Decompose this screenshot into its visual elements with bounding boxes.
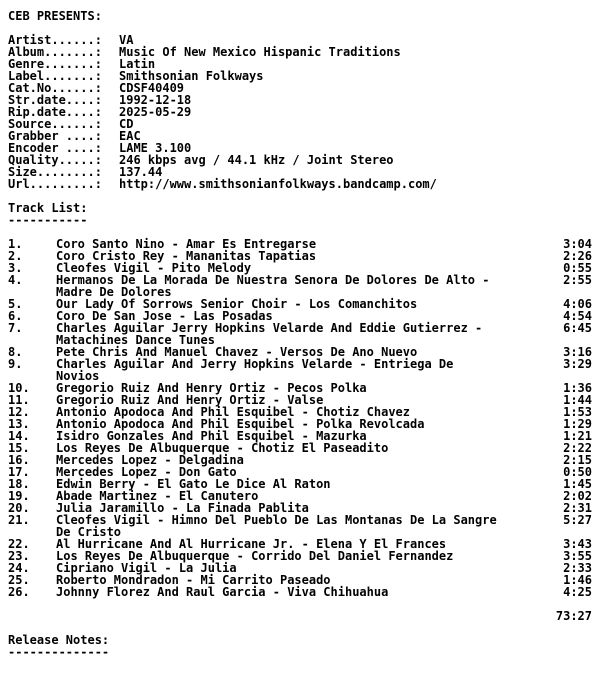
info-key: Cat.No......: bbox=[8, 81, 102, 95]
track-title: Hermanos De La Morada De Nuestra Senora De Dolores De Alto - Madre De Dolores bbox=[56, 273, 490, 299]
track-title: Abade Martinez - El Canutero bbox=[56, 489, 259, 503]
track-duration: 2:33 bbox=[563, 561, 592, 575]
track-title: Antonio Apodoca And Phil Esquibel - Chotiz Chavez bbox=[56, 405, 411, 419]
track-row bbox=[8, 322, 592, 346]
track-number: 23. bbox=[8, 549, 30, 563]
track-number: 16. bbox=[8, 453, 30, 467]
track-duration: 2:15 bbox=[563, 453, 592, 467]
release-notes-heading: Release Notes: bbox=[8, 633, 110, 647]
track-title: Coro Cristo Rey - Mananitas Tapatias bbox=[56, 249, 317, 263]
track-duration: 1:21 bbox=[563, 429, 592, 443]
track-duration: 4:25 bbox=[563, 585, 592, 599]
track-duration: 3:04 bbox=[563, 237, 592, 251]
track-number: 5. bbox=[8, 297, 23, 311]
info-value: CD bbox=[119, 117, 134, 131]
track-title: Los Reyes De Albuquerque - Corrido Del Daniel Fernandez bbox=[56, 549, 454, 563]
track-number: 13. bbox=[8, 417, 30, 431]
info-value: LAME 3.100 bbox=[119, 141, 192, 155]
track-title: Coro De San Jose - Las Posadas bbox=[56, 309, 273, 323]
track-title: Mercedes Lopez - Don Gato bbox=[56, 465, 237, 479]
info-value: CDSF40409 bbox=[119, 81, 185, 95]
track-duration: 0:55 bbox=[563, 261, 592, 275]
track-title: Julia Jaramillo - La Finada Pablita bbox=[56, 501, 309, 515]
info-value: 1992-12-18 bbox=[119, 93, 192, 107]
track-title: Johnny Florez And Raul Garcia - Viva Chihuahua bbox=[56, 585, 389, 599]
info-value: VA bbox=[119, 33, 134, 47]
track-duration: 3:29 bbox=[563, 357, 592, 371]
info-value: 137.44 bbox=[119, 165, 163, 179]
release-info bbox=[8, 34, 600, 190]
info-key: Str.date....: bbox=[8, 93, 102, 107]
track-number: 19. bbox=[8, 489, 30, 503]
info-row bbox=[8, 178, 600, 190]
info-key: Rip.date....: bbox=[8, 105, 102, 119]
track-number: 20. bbox=[8, 501, 30, 515]
track-title: Cleofes Vigil - Himno Del Pueblo De Las Montanas De La Sangre De Cristo bbox=[56, 513, 497, 539]
track-title: Cleofes Vigil - Pito Melody bbox=[56, 261, 252, 275]
track-number: 6. bbox=[8, 309, 23, 323]
track-title: Antonio Apodoca And Phil Esquibel - Polka Revolcada bbox=[56, 417, 425, 431]
track-title: Gregorio Ruiz And Henry Ortiz - Valse bbox=[56, 393, 324, 407]
track-title: Charles Aguilar And Jerry Hopkins Velarde - Entriega De Novios bbox=[56, 357, 454, 383]
track-duration: 1:44 bbox=[563, 393, 592, 407]
track-title: Gregorio Ruiz And Henry Ortiz - Pecos Polka bbox=[56, 381, 367, 395]
track-duration: 4:06 bbox=[563, 297, 592, 311]
track-title: Our Lady Of Sorrows Senior Choir - Los Comanchitos bbox=[56, 297, 418, 311]
track-duration: 2:22 bbox=[563, 441, 592, 455]
track-number: 12. bbox=[8, 405, 30, 419]
tracklist-underline: ----------- bbox=[8, 213, 88, 227]
track-number: 1. bbox=[8, 237, 23, 251]
track-duration: 2:02 bbox=[563, 489, 592, 503]
track-row bbox=[8, 358, 592, 382]
track-duration: 6:45 bbox=[563, 321, 592, 335]
track-number: 25. bbox=[8, 573, 30, 587]
info-key: Quality.....: bbox=[8, 153, 102, 167]
track-duration: 3:43 bbox=[563, 537, 592, 551]
track-number: 18. bbox=[8, 477, 30, 491]
info-key: Label.......: bbox=[8, 69, 102, 83]
info-value: Latin bbox=[119, 57, 156, 71]
track-duration: 1:29 bbox=[563, 417, 592, 431]
info-value: EAC bbox=[119, 129, 141, 143]
track-number: 4. bbox=[8, 273, 23, 287]
info-key: Encoder ....: bbox=[8, 141, 102, 155]
track-row bbox=[8, 514, 592, 538]
info-key: Source......: bbox=[8, 117, 102, 131]
track-number: 14. bbox=[8, 429, 30, 443]
track-title: Edwin Berry - El Gato Le Dice Al Raton bbox=[56, 477, 331, 491]
track-duration: 1:36 bbox=[563, 381, 592, 395]
track-number: 21. bbox=[8, 513, 30, 527]
info-key: Album.......: bbox=[8, 45, 102, 59]
info-value: 246 kbps avg / 44.1 kHz / Joint Stereo bbox=[119, 153, 394, 167]
track-duration: 0:50 bbox=[563, 465, 592, 479]
track-row bbox=[8, 274, 592, 298]
info-key: Grabber ....: bbox=[8, 129, 102, 143]
track-number: 24. bbox=[8, 561, 30, 575]
track-duration: 1:46 bbox=[563, 573, 592, 587]
track-number: 26. bbox=[8, 585, 30, 599]
total-duration: 73:27 bbox=[555, 609, 592, 623]
track-list bbox=[8, 238, 600, 598]
info-key: Artist......: bbox=[8, 33, 102, 47]
track-number: 7. bbox=[8, 321, 23, 335]
track-number: 9. bbox=[8, 357, 23, 371]
track-number: 2. bbox=[8, 249, 23, 263]
track-title: Pete Chris And Manuel Chavez - Versos De Ano Nuevo bbox=[56, 345, 418, 359]
info-value: http://www.smithsonianfolkways.bandcamp.com/ bbox=[119, 177, 437, 191]
info-value: Smithsonian Folkways bbox=[119, 69, 264, 83]
presents-title: CEB PRESENTS: bbox=[8, 10, 102, 22]
track-number: 10. bbox=[8, 381, 30, 395]
track-duration: 3:16 bbox=[563, 345, 592, 359]
track-number: 15. bbox=[8, 441, 30, 455]
track-duration: 2:31 bbox=[563, 501, 592, 515]
release-notes-underline: -------------- bbox=[8, 645, 110, 659]
track-title: Isidro Gonzales And Phil Esquibel - Mazurka bbox=[56, 429, 367, 443]
track-duration: 5:27 bbox=[563, 513, 592, 527]
tracklist-heading: Track List: bbox=[8, 201, 88, 215]
track-title: Los Reyes De Albuquerque - Chotiz El Paseadito bbox=[56, 441, 389, 455]
track-number: 17. bbox=[8, 465, 30, 479]
track-duration: 2:55 bbox=[563, 273, 592, 287]
info-value: Music Of New Mexico Hispanic Traditions bbox=[119, 45, 401, 59]
track-number: 3. bbox=[8, 261, 23, 275]
track-title: Cipriano Vigil - La Julia bbox=[56, 561, 237, 575]
track-title: Charles Aguilar Jerry Hopkins Velarde And Eddie Gutierrez - Matachines Dance Tunes bbox=[56, 321, 483, 347]
track-row bbox=[8, 586, 592, 598]
track-duration: 3:55 bbox=[563, 549, 592, 563]
info-key: Genre.......: bbox=[8, 57, 102, 71]
track-duration: 1:53 bbox=[563, 405, 592, 419]
track-duration: 2:26 bbox=[563, 249, 592, 263]
info-key: Size........: bbox=[8, 165, 102, 179]
track-duration: 4:54 bbox=[563, 309, 592, 323]
info-value: 2025-05-29 bbox=[119, 105, 192, 119]
track-duration: 1:45 bbox=[563, 477, 592, 491]
track-title: Coro Santo Nino - Amar Es Entregarse bbox=[56, 237, 317, 251]
track-number: 22. bbox=[8, 537, 30, 551]
track-title: Mercedes Lopez - Delgadina bbox=[56, 453, 244, 467]
track-title: Roberto Mondradon - Mi Carrito Paseado bbox=[56, 573, 331, 587]
track-title: Al Hurricane And Al Hurricane Jr. - Elena Y El Frances bbox=[56, 537, 447, 551]
track-number: 11. bbox=[8, 393, 30, 407]
info-key: Url.........: bbox=[8, 177, 102, 191]
track-number: 8. bbox=[8, 345, 23, 359]
